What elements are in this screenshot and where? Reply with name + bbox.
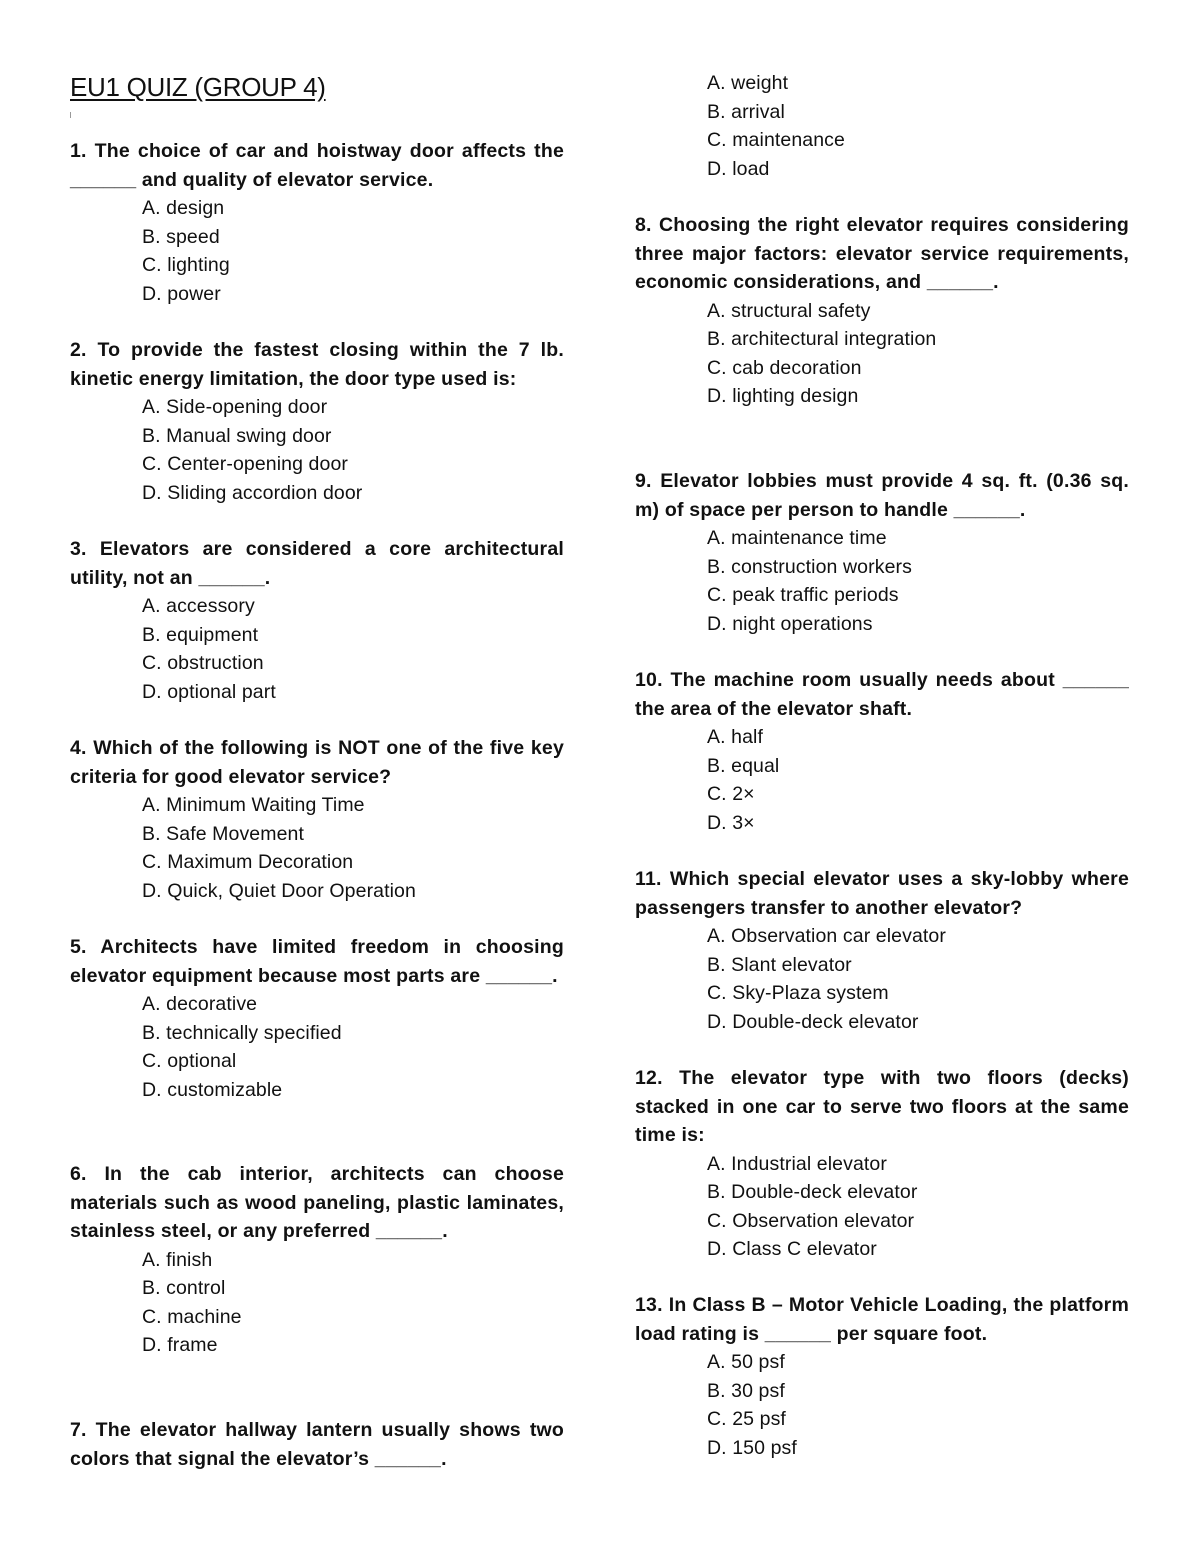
- question-3: [70, 535, 564, 706]
- question-10: [635, 666, 1129, 837]
- question-stem: 11. Which special elevator uses a sky-lobby where passengers transfer to another elevator?: [635, 868, 1129, 919]
- option-b: B. control: [142, 1277, 226, 1299]
- question-stem: 12. The elevator type with two floors (decks) stacked in one car to serve two floors at the same time is:: [635, 1067, 1129, 1146]
- question-7-options: [635, 69, 1129, 183]
- option-d: D. 150 psf: [707, 1436, 797, 1459]
- option-b: B. technically specified: [142, 1021, 342, 1044]
- option-a: A. Industrial elevator: [707, 1152, 887, 1175]
- option-d: D. customizable: [142, 1078, 283, 1101]
- option-list: [707, 297, 1129, 411]
- option-b: B. arrival: [707, 100, 785, 123]
- question-1: [70, 137, 564, 308]
- option-b: B. 30 psf: [707, 1379, 785, 1402]
- option-a: A. 50 psf: [707, 1351, 785, 1373]
- option-c: C. Maximum Decoration: [142, 851, 354, 873]
- option-a: A. maintenance time: [707, 527, 887, 549]
- option-list: [142, 592, 564, 706]
- option-c: C. optional: [142, 1050, 237, 1072]
- option-list: [707, 922, 1129, 1036]
- question-12: [635, 1064, 1129, 1264]
- option-b: B. Double-deck elevator: [707, 1181, 918, 1203]
- option-c: C. peak traffic periods: [707, 584, 899, 606]
- question-4: [70, 734, 564, 905]
- option-d: D. power: [142, 282, 221, 305]
- option-list: [707, 723, 1129, 837]
- option-c: C. Center-opening door: [142, 453, 348, 475]
- option-a: A. structural safety: [707, 299, 871, 322]
- option-b: B. Slant elevator: [707, 953, 852, 976]
- option-b: B. equal: [707, 754, 780, 777]
- question-stem: 2. To provide the fastest closing within the 7 lb. kinetic energy limitation, the door type used is:: [70, 339, 564, 390]
- option-list: [707, 1150, 1129, 1264]
- option-c: C. cab decoration: [707, 356, 862, 379]
- option-list: [142, 990, 564, 1104]
- option-list: [142, 791, 564, 905]
- option-c: C. machine: [142, 1305, 242, 1328]
- option-list: [142, 194, 564, 308]
- question-stem: 6. In the cab interior, architects can choose materials such as wood paneling, plastic laminates, stainless steel, or any preferred ______.: [70, 1163, 564, 1242]
- question-6: [70, 1160, 564, 1360]
- question-stem: 10. The machine room usually needs about ______ the area of the elevator shaft.: [635, 669, 1129, 720]
- question-stem: 9. Elevator lobbies must provide 4 sq. ft. (0.36 sq. m) of space per person to handle ______.: [635, 470, 1129, 521]
- option-list: [707, 69, 1129, 183]
- option-a: A. design: [142, 197, 225, 219]
- option-b: B. architectural integration: [707, 328, 937, 350]
- option-a: A. half: [707, 726, 763, 748]
- option-a: A. Side-opening door: [142, 396, 328, 418]
- option-d: D. night operations: [707, 612, 873, 635]
- question-9: [635, 467, 1129, 638]
- option-list: [142, 393, 564, 507]
- option-d: D. load: [707, 157, 770, 180]
- option-d: D. Double-deck elevator: [707, 1010, 919, 1033]
- option-d: D. Quick, Quiet Door Operation: [142, 879, 416, 902]
- option-d: D. Class C elevator: [707, 1238, 877, 1260]
- question-stem: 13. In Class B – Motor Vehicle Loading, the platform load rating is ______ per square foot.: [635, 1294, 1129, 1345]
- option-b: B. equipment: [142, 623, 259, 646]
- option-d: D. 3×: [707, 811, 755, 834]
- question-2: [70, 336, 564, 507]
- option-c: C. 2×: [707, 783, 755, 805]
- option-a: A. Observation car elevator: [707, 925, 946, 947]
- question-stem: 7. The elevator hallway lantern usually shows two colors that signal the elevator’s ______.: [70, 1419, 564, 1470]
- option-c: C. obstruction: [142, 652, 264, 674]
- option-a: A. weight: [707, 72, 789, 94]
- question-11: [635, 865, 1129, 1036]
- option-c: C. 25 psf: [707, 1408, 786, 1430]
- option-list: [707, 524, 1129, 638]
- question-8: [635, 211, 1129, 411]
- question-13: [635, 1291, 1129, 1462]
- stray-mark: [70, 112, 71, 118]
- option-a: A. Minimum Waiting Time: [142, 794, 365, 816]
- option-c: C. lighting: [142, 254, 230, 276]
- question-stem: 4. Which of the following is NOT one of the five key criteria for good elevator service?: [70, 737, 564, 788]
- option-a: A. decorative: [142, 993, 258, 1015]
- option-a: A. accessory: [142, 595, 255, 617]
- quiz-title: EU1 QUIZ (GROUP 4): [70, 72, 326, 102]
- option-b: B. Manual swing door: [142, 424, 332, 447]
- option-list: [142, 1246, 564, 1360]
- question-5: [70, 933, 564, 1104]
- option-c: C. Observation elevator: [707, 1209, 915, 1232]
- option-d: D. frame: [142, 1334, 218, 1356]
- option-b: B. speed: [142, 225, 220, 248]
- question-stem: 8. Choosing the right elevator requires considering three major factors: elevator service requirements, economic considerations, and ______.: [635, 214, 1129, 293]
- option-list: [707, 1348, 1129, 1462]
- option-a: A. finish: [142, 1248, 213, 1271]
- option-c: C. maintenance: [707, 129, 845, 151]
- question-stem: 1. The choice of car and hoistway door affects the ______ and quality of elevator service.: [70, 140, 564, 191]
- option-d: D. optional part: [142, 680, 276, 703]
- option-d: D. lighting design: [707, 385, 859, 407]
- option-c: C. Sky-Plaza system: [707, 982, 889, 1004]
- option-d: D. Sliding accordion door: [142, 481, 363, 504]
- option-b: B. construction workers: [707, 555, 912, 578]
- question-stem: 5. Architects have limited freedom in choosing elevator equipment because most parts are ______.: [70, 936, 564, 987]
- question-7-stem: [70, 1416, 564, 1473]
- question-stem: 3. Elevators are considered a core architectural utility, not an ______.: [70, 538, 564, 589]
- option-b: B. Safe Movement: [142, 822, 305, 845]
